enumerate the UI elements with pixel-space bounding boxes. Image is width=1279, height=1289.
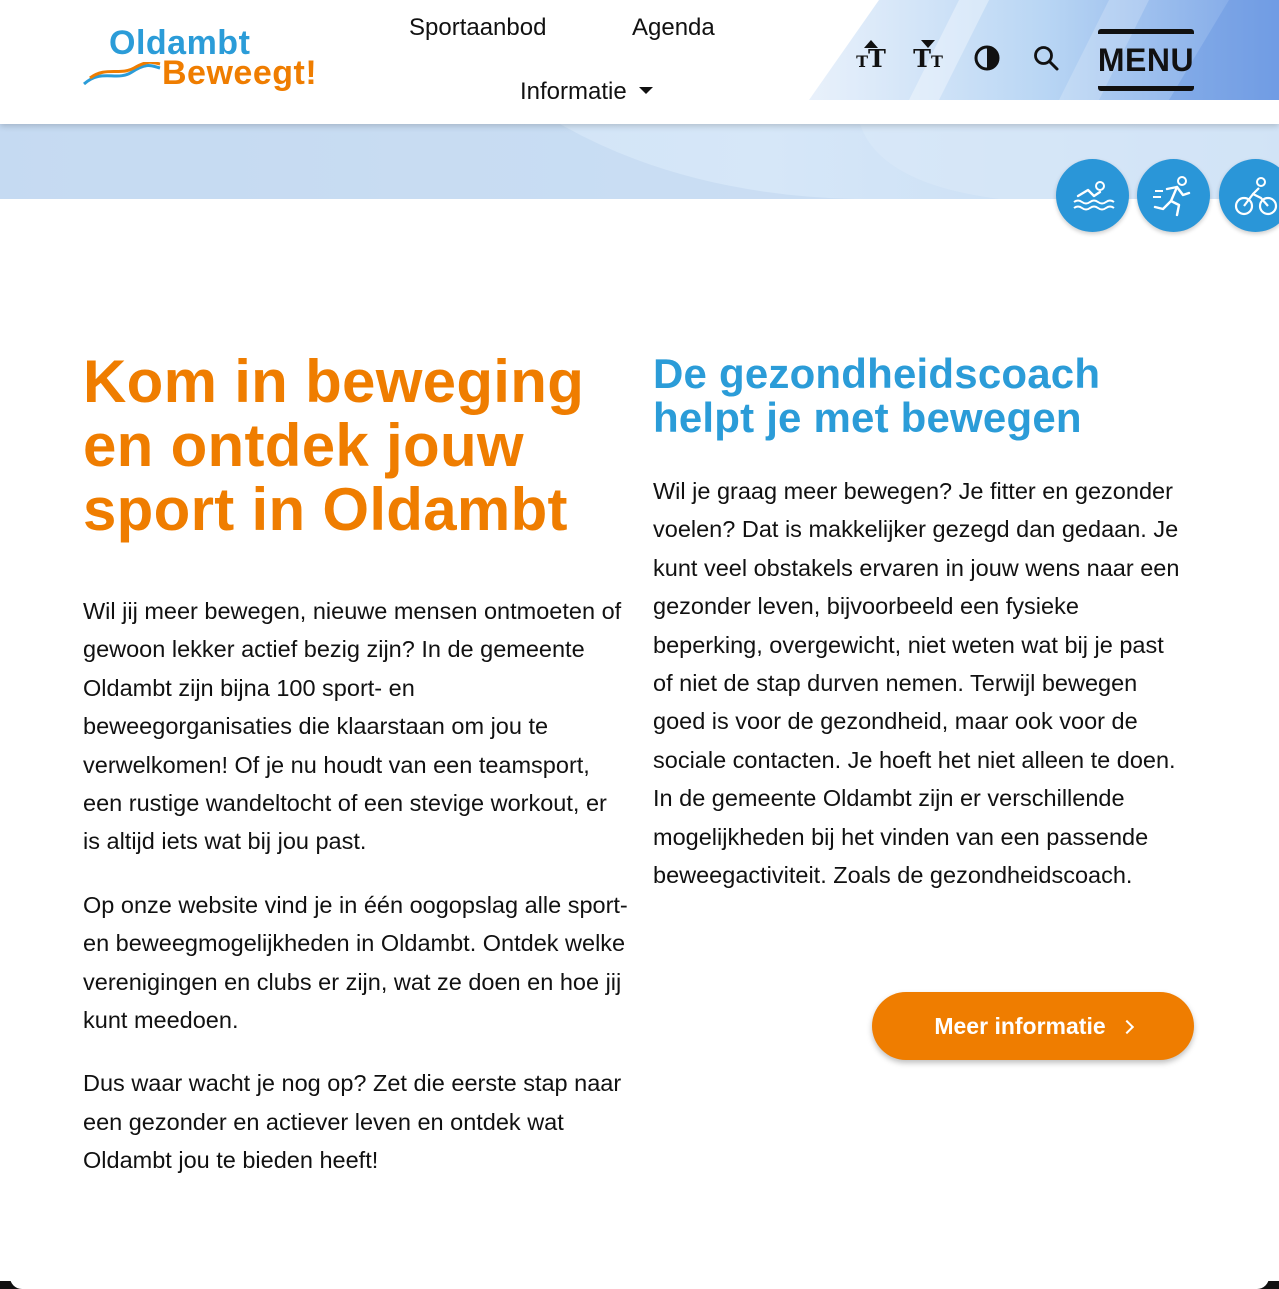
cycling-icon <box>1233 176 1279 216</box>
running-button[interactable] <box>1137 159 1210 232</box>
decrease-text-size-button[interactable] <box>908 36 948 80</box>
logo-wave-icon <box>82 62 162 88</box>
meer-informatie-label: Meer informatie <box>934 1012 1106 1039</box>
intro-paragraph-2: Op onze website vind je in één oogopslag alle sport- en beweegmogelijkheden in Oldambt. Ontdek welke verenigingen en clubs er zijn, wat ze doen en hoe jij kunt meedoen. <box>83 891 628 1034</box>
swimming-button[interactable] <box>1056 159 1129 232</box>
coach-paragraph: Wil je graag meer bewegen? Je fitter en gezonder voelen? Dat is makkelijker gezegd dan gedaan. Je kunt veel obstakels ervaren in jouw wens naar een gezonder leven, bijvoorbeeld een fysieke beperking, overgewicht, niet weten wat bij je past of niet de stap durven nemen. Terwijl bewegen goed is voor de gezondheid, maar ook voor de sociale contacten. Je hoeft het niet alleen te doen. In de gemeente Oldambt zijn er verschillende mogelijkheden bij het vinden van een passende beweegactiviteit. Zoals de gezondheidscoach. <box>653 478 1180 889</box>
site-header <box>0 0 1279 124</box>
caret-down-icon <box>639 87 653 94</box>
intro-section <box>83 350 628 1180</box>
coach-title: De gezondheidscoach helpt je met bewegen <box>653 350 1101 441</box>
logo-text-oldambt: Oldambt <box>109 24 251 62</box>
text-decrease-icon: TT <box>913 44 943 73</box>
window-bottom-edge <box>0 1281 1279 1289</box>
nav-informatie-label: Informatie <box>520 78 627 105</box>
running-icon <box>1151 175 1197 217</box>
nav-informatie-dropdown[interactable] <box>520 78 653 106</box>
nav-sportaanbod[interactable]: Sportaanbod <box>409 14 547 41</box>
text-increase-icon: TT <box>856 44 886 73</box>
intro-paragraph-3: Dus waar wacht je nog op? Zet die eerste stap naar een gezonder en actiever leven en ontdek wat Oldambt jou te bieden heeft! <box>83 1070 622 1174</box>
increase-text-size-button[interactable] <box>853 36 889 80</box>
meer-informatie-button[interactable] <box>872 992 1194 1060</box>
contrast-toggle-button[interactable] <box>968 36 1006 80</box>
intro-paragraph-1: Wil jij meer bewegen, nieuwe mensen ontmoeten of gewoon lekker actief bezig zijn? In de gemeente Oldambt zijn bijna 100 sport- en beweegorganisaties die klaarstaan om jou te verwelkomen! Of je nu houdt van een teamsport, een rustige wandeltocht of een stevige workout, er is altijd iets wat bij jou past. <box>83 598 622 855</box>
logo-text-beweegt: Beweegt! <box>162 54 318 92</box>
menu-button[interactable]: MENU <box>1098 29 1194 91</box>
chevron-right-icon <box>1120 1020 1134 1034</box>
cycling-button[interactable] <box>1219 159 1279 232</box>
coach-section <box>653 352 1198 894</box>
site-logo[interactable] <box>82 24 342 96</box>
search-icon <box>1032 44 1060 72</box>
page-title: Kom in beweging en ontdek jouw sport in Oldambt <box>83 348 585 543</box>
swimming-icon <box>1070 176 1116 216</box>
nav-agenda[interactable]: Agenda <box>632 14 715 41</box>
contrast-icon <box>973 44 1001 72</box>
search-button[interactable] <box>1027 36 1065 80</box>
